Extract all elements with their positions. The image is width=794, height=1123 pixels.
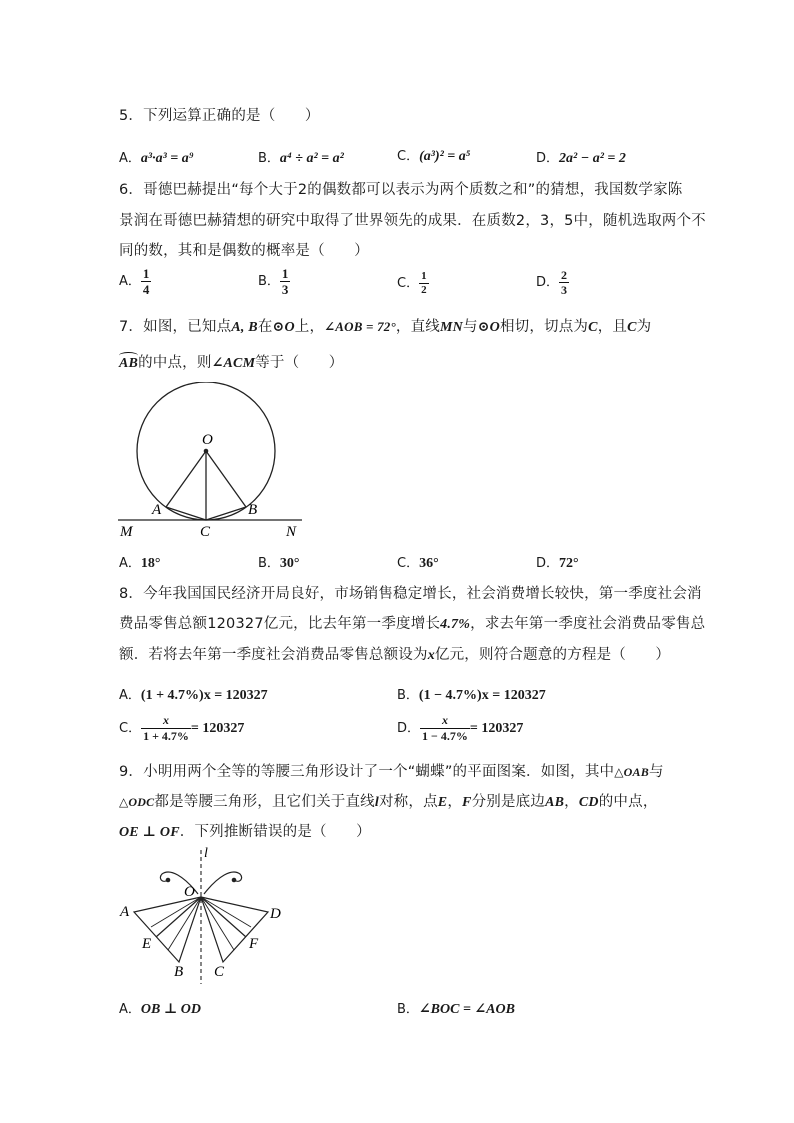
label-o: O bbox=[202, 432, 213, 448]
q7-line-1: 7．如图，已知点A, B在⊙O上，∠AOB = 72°，直线MN与⊙O相切，切点为C，且C为 bbox=[119, 319, 652, 335]
segment-oa bbox=[166, 451, 206, 507]
q9-line-3: OE ⊥ OF．下列推断错误的是（ ） bbox=[119, 824, 371, 840]
label-c: C bbox=[214, 964, 225, 980]
label-l: l bbox=[204, 846, 208, 861]
q5-option-a[interactable]: A．a³·a³ = a⁹ bbox=[119, 151, 194, 166]
wing-line bbox=[201, 897, 234, 950]
wing-line bbox=[151, 897, 201, 927]
label-f: F bbox=[249, 936, 259, 952]
fraction: $\frac{1}{3}$ bbox=[281, 266, 289, 297]
q6-option-a[interactable]: A． $\frac{1}{4}$ bbox=[119, 266, 150, 297]
label-e: E bbox=[142, 936, 152, 952]
label-c: C bbox=[200, 524, 211, 540]
q6-option-b[interactable]: B． $\frac{1}{3}$ bbox=[258, 266, 289, 297]
q5-option-d[interactable]: D．2a² − a² = 2 bbox=[536, 151, 626, 166]
q6-line-2: 景润在哥德巴赫猜想的研究中取得了世界领先的成果．在质数2，3，5中，随机选取两个不 bbox=[119, 213, 706, 229]
label-o: O bbox=[184, 884, 195, 900]
label-m: M bbox=[120, 524, 133, 540]
q8-option-d[interactable]: D． $\frac{x}{1 - 4.7\%}$ = 120327 bbox=[397, 713, 524, 743]
triangle-odc bbox=[201, 897, 268, 962]
wing-line bbox=[168, 897, 201, 950]
q8-option-a[interactable]: A．(1 + 4.7%)x = 120327 bbox=[119, 688, 268, 703]
label-a: A bbox=[120, 904, 130, 920]
triangle-oab bbox=[134, 897, 201, 962]
segment-ob bbox=[206, 451, 246, 507]
q7-option-c[interactable]: C．36° bbox=[397, 556, 439, 571]
antenna-right bbox=[204, 872, 242, 894]
label-d: D bbox=[270, 906, 281, 922]
q9-option-b[interactable]: B．∠BOC = ∠AOB bbox=[397, 1002, 515, 1017]
q7-circle-figure bbox=[112, 382, 312, 542]
antenna-dot-right bbox=[232, 878, 237, 883]
arc-ab: AB bbox=[119, 356, 139, 371]
fraction: $\frac{1}{2}$ bbox=[421, 270, 427, 296]
q6-line-3: 同的数，其和是偶数的概率是（ ） bbox=[119, 243, 369, 259]
q7-option-a[interactable]: A．18° bbox=[119, 556, 161, 571]
q9-line-2: △ODC都是等腰三角形，且它们关于直线l对称，点E，F分别是底边AB，CD的中点， bbox=[119, 794, 658, 810]
segment-ac bbox=[166, 507, 206, 520]
fraction: $\frac{x}{1 - 4.7\%}$ bbox=[422, 713, 468, 743]
label-a: A bbox=[152, 502, 162, 518]
q8-line-2: 费品零售总额120327亿元，比去年第一季度增长4.7%，求去年第一季度社会消费品零售总 bbox=[119, 616, 706, 632]
q8-line-1: 8．今年我国国民经济开局良好，市场销售稳定增长，社会消费增长较快，第一季度社会消 bbox=[119, 586, 702, 602]
q6-option-d[interactable]: D． $\frac{2}{3}$ bbox=[536, 268, 568, 297]
label-b: B bbox=[174, 964, 184, 980]
q8-option-c[interactable]: C． $\frac{x}{1 + 4.7\%}$ = 120327 bbox=[119, 713, 245, 743]
q8-option-b[interactable]: B．(1 − 4.7%)x = 120327 bbox=[397, 688, 546, 703]
fraction: $\frac{x}{1 + 4.7\%}$ bbox=[143, 713, 189, 743]
fraction: $\frac{2}{3}$ bbox=[561, 268, 568, 297]
q6-option-c[interactable]: C． $\frac{1}{2}$ bbox=[397, 270, 427, 296]
label-n: N bbox=[286, 524, 297, 540]
q7-option-b[interactable]: B．30° bbox=[258, 556, 300, 571]
q9-option-a[interactable]: A．OB ⊥ OD bbox=[119, 1002, 202, 1017]
label-b: B bbox=[248, 502, 258, 518]
antenna-dot-left bbox=[166, 878, 171, 883]
wing-line bbox=[201, 897, 251, 927]
fraction: $\frac{1}{4}$ bbox=[142, 266, 150, 297]
q5-option-c[interactable]: C．(a³)² = a⁵ bbox=[397, 149, 471, 164]
q9-line-1: 9．小明用两个全等的等腰三角形设计了一个“蝴蝶”的平面图案．如图，其中△OAB与 bbox=[119, 764, 664, 780]
q6-line-1: 6．哥德巴赫提出“每个大于2的偶数都可以表示为两个质数之和”的猜想，我国数学家陈 bbox=[119, 182, 683, 198]
q8-line-3: 额．若将去年第一季度社会消费品零售总额设为x亿元，则符合题意的方程是（ ） bbox=[119, 647, 671, 663]
center-point bbox=[204, 449, 209, 454]
q5-option-b[interactable]: B．a⁴ ÷ a² = a² bbox=[258, 151, 344, 166]
segment-bc bbox=[206, 507, 246, 520]
q7-line-2: AB的中点，则∠ACM等于（ ） bbox=[119, 355, 344, 371]
q5-stem: 5．下列运算正确的是（ ） bbox=[119, 108, 320, 124]
q7-option-d[interactable]: D．72° bbox=[536, 556, 579, 571]
q9-butterfly-figure bbox=[112, 846, 292, 986]
